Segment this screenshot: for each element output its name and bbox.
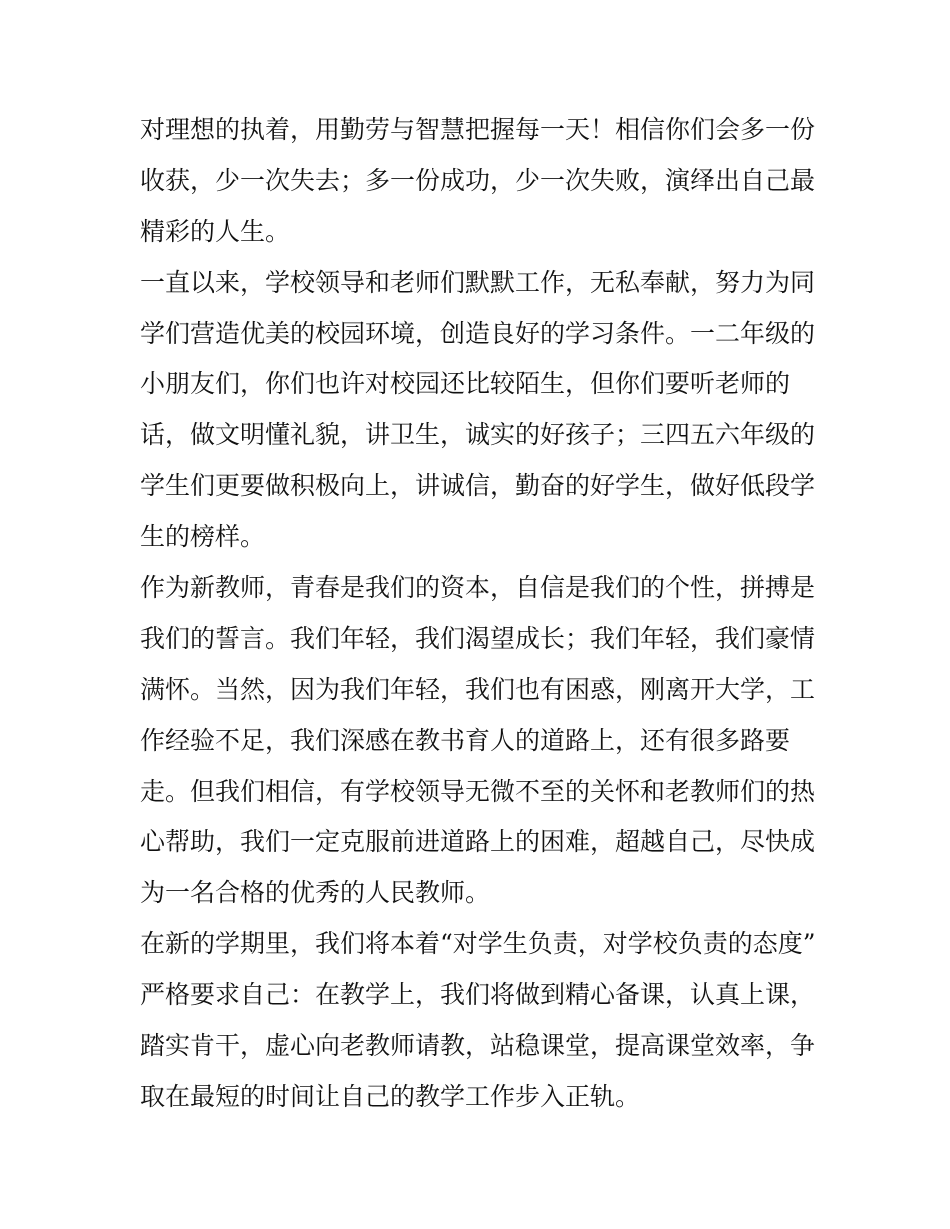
text-line: 走。但我们相信，有学校领导无微不至的关怀和老教师们的热 — [140, 776, 816, 806]
text-line: 心帮助，我们一定克服前进道路上的困难，超越自己，尽快成 — [140, 827, 816, 857]
text-line: 作为新教师，青春是我们的资本，自信是我们的个性，拼搏是 — [140, 573, 816, 603]
paragraph-3 — [140, 563, 816, 919]
text-line: 取在最短的时间让自己的教学工作步入正轨。 — [140, 1081, 641, 1111]
text-line: 话，做文明懂礼貌，讲卫生，诚实的好孩子；三四五六年级的 — [140, 420, 816, 450]
text-line: 满怀。当然，因为我们年轻，我们也有困惑，刚离开大学，工 — [140, 674, 816, 704]
text-line: 精彩的人生。 — [140, 216, 291, 246]
text-line: 在新的学期里，我们将本着“对学生负责，对学校负责的态度” — [140, 929, 816, 959]
paragraph-2 — [140, 258, 816, 563]
text-line: 学们营造优美的校园环境，创造良好的学习条件。一二年级的 — [140, 318, 816, 348]
text-line: 对理想的执着，用勤劳与智慧把握每一天！相信你们会多一份 — [140, 115, 816, 144]
text-line: 为一名合格的优秀的人民教师。 — [140, 878, 491, 908]
text-line: 严格要求自己：在教学上，我们将做到精心备课，认真上课， — [140, 980, 816, 1010]
paragraph-1 — [140, 105, 816, 258]
text-line: 我们的誓言。我们年轻，我们渴望成长；我们年轻，我们豪情 — [140, 623, 816, 653]
text-line: 踏实肯干，虚心向老教师请教，站稳课堂，提高课堂效率，争 — [140, 1031, 816, 1061]
text-line: 作经验不足，我们深感在教书育人的道路上，还有很多路要 — [140, 725, 791, 755]
text-line: 收获，少一次失去；多一份成功，少一次失败，演绎出自己最 — [140, 165, 816, 195]
paragraph-4 — [140, 919, 816, 1123]
text-line: 小朋友们，你们也许对校园还比较陌生，但你们要听老师的 — [140, 369, 791, 399]
body-text — [140, 105, 816, 1123]
text-line: 生的榜样。 — [140, 522, 266, 552]
text-line: 一直以来，学校领导和老师们默默工作，无私奉献，努力为同 — [140, 267, 816, 297]
text-line: 学生们更要做积极向上，讲诚信，勤奋的好学生，做好低段学 — [140, 471, 816, 501]
